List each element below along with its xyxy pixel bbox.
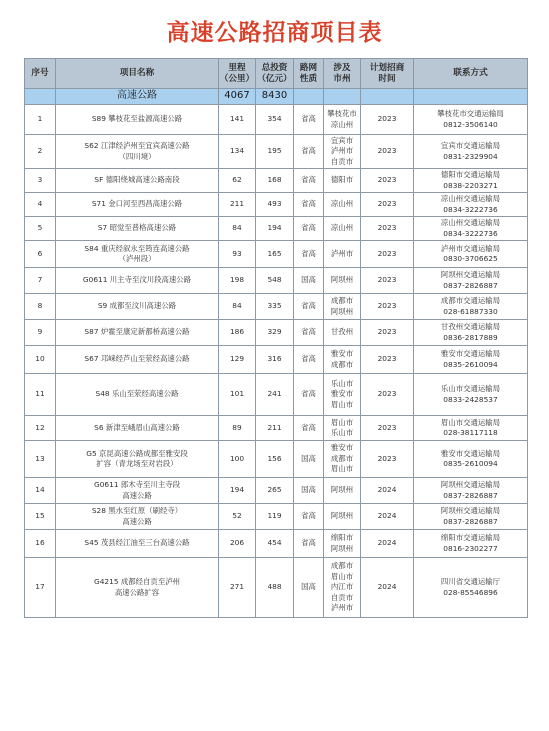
row-number-cell: 5	[25, 217, 56, 241]
table-row	[25, 217, 528, 241]
table-row	[25, 169, 528, 193]
contact-cell: 四川省交通运输厅 028-85546896	[414, 558, 528, 618]
table-row	[25, 294, 528, 320]
investment-cell: 488	[256, 558, 294, 618]
table-row	[25, 441, 528, 478]
table-row	[25, 268, 528, 294]
plan-time-cell: 2023	[361, 441, 414, 478]
mileage-cell: 211	[219, 193, 256, 217]
row-number-cell: 11	[25, 374, 56, 416]
network-type-cell: 省高	[294, 169, 324, 193]
cities-cell: 德阳市	[324, 169, 361, 193]
network-type-cell: 国高	[294, 478, 324, 504]
contact-cell: 攀枝花市交通运输局 0812-3506140	[414, 105, 528, 135]
mileage-cell: 52	[219, 504, 256, 530]
investment-cell: 265	[256, 478, 294, 504]
header-row	[25, 59, 528, 89]
header-investment: 总投资 （亿元）	[256, 59, 294, 89]
project-name-cell: SF 德阳绕城高速公路南段	[56, 169, 219, 193]
row-number-cell: 13	[25, 441, 56, 478]
summary-time	[361, 89, 414, 105]
contact-cell: 雅安市交通运输局 0835-2610094	[414, 346, 528, 374]
summary-contact	[414, 89, 528, 105]
cities-cell: 乐山市 雅安市 眉山市	[324, 374, 361, 416]
plan-time-cell: 2024	[361, 558, 414, 618]
investment-cell: 211	[256, 416, 294, 441]
investment-cell: 493	[256, 193, 294, 217]
cities-cell: 阿坝州	[324, 478, 361, 504]
project-name-cell: G5 京昆高速公路成都至雅安段 扩容（青龙场至对岩段）	[56, 441, 219, 478]
header-network-type: 路网 性质	[294, 59, 324, 89]
plan-time-cell: 2023	[361, 193, 414, 217]
network-type-cell: 省高	[294, 135, 324, 169]
contact-cell: 阿坝州交通运输局 0837-2826887	[414, 478, 528, 504]
header-cities: 涉及 市州	[324, 59, 361, 89]
mileage-cell: 198	[219, 268, 256, 294]
mileage-cell: 141	[219, 105, 256, 135]
cities-cell: 甘孜州	[324, 320, 361, 346]
contact-cell: 德阳市交通运输局 0838-2203271	[414, 169, 528, 193]
row-number-cell: 4	[25, 193, 56, 217]
contact-cell: 甘孜州交通运输局 0836-2817889	[414, 320, 528, 346]
network-type-cell: 国高	[294, 441, 324, 478]
network-type-cell: 省高	[294, 504, 324, 530]
contact-cell: 绵阳市交通运输局 0816-2302277	[414, 530, 528, 558]
mileage-cell: 194	[219, 478, 256, 504]
project-name-cell: S48 乐山至荥经高速公路	[56, 374, 219, 416]
investment-cell: 548	[256, 268, 294, 294]
table-row	[25, 558, 528, 618]
header-contact: 联系方式	[414, 59, 528, 89]
contact-cell: 宜宾市交通运输局 0831-2329904	[414, 135, 528, 169]
cities-cell: 雅安市 成都市	[324, 346, 361, 374]
mileage-cell: 101	[219, 374, 256, 416]
contact-cell: 眉山市交通运输局 028-38117118	[414, 416, 528, 441]
network-type-cell: 国高	[294, 268, 324, 294]
table-row	[25, 320, 528, 346]
table-row	[25, 504, 528, 530]
row-number-cell: 6	[25, 241, 56, 268]
row-number-cell: 12	[25, 416, 56, 441]
plan-time-cell: 2023	[361, 320, 414, 346]
cities-cell: 成都市 眉山市 内江市 自贡市 泸州市	[324, 558, 361, 618]
summary-row	[25, 89, 528, 105]
investment-cell: 454	[256, 530, 294, 558]
project-table	[24, 58, 528, 618]
project-name-cell: S28 黑水至红原（刷经寺） 高速公路	[56, 504, 219, 530]
investment-cell: 194	[256, 217, 294, 241]
investment-cell: 195	[256, 135, 294, 169]
mileage-cell: 62	[219, 169, 256, 193]
mileage-cell: 186	[219, 320, 256, 346]
mileage-cell: 89	[219, 416, 256, 441]
plan-time-cell: 2023	[361, 217, 414, 241]
network-type-cell: 省高	[294, 346, 324, 374]
project-name-cell: S71 金口河至西昌高速公路	[56, 193, 219, 217]
cities-cell: 阿坝州	[324, 504, 361, 530]
plan-time-cell: 2023	[361, 169, 414, 193]
plan-time-cell: 2023	[361, 135, 414, 169]
header-no: 序号	[25, 59, 56, 89]
project-name-cell: S89 攀枝花至盐源高速公路	[56, 105, 219, 135]
network-type-cell: 省高	[294, 217, 324, 241]
project-name-cell: G4215 成都经自贡至泸州 高速公路扩容	[56, 558, 219, 618]
project-name-cell: S45 茂县经江油至三台高速公路	[56, 530, 219, 558]
mileage-cell: 100	[219, 441, 256, 478]
investment-cell: 156	[256, 441, 294, 478]
header-plan-time: 计划招商 时间	[361, 59, 414, 89]
cities-cell: 成都市 阿坝州	[324, 294, 361, 320]
investment-cell: 316	[256, 346, 294, 374]
plan-time-cell: 2023	[361, 346, 414, 374]
network-type-cell: 省高	[294, 416, 324, 441]
row-number-cell: 1	[25, 105, 56, 135]
header-name: 项目名称	[56, 59, 219, 89]
table-row	[25, 416, 528, 441]
row-number-cell: 7	[25, 268, 56, 294]
table-row	[25, 241, 528, 268]
project-name-cell: S87 炉霍至康定新都桥高速公路	[56, 320, 219, 346]
table-row	[25, 346, 528, 374]
investment-cell: 329	[256, 320, 294, 346]
investment-cell: 168	[256, 169, 294, 193]
summary-label: 高速公路	[56, 89, 219, 105]
table-row	[25, 105, 528, 135]
plan-time-cell: 2024	[361, 478, 414, 504]
network-type-cell: 省高	[294, 374, 324, 416]
cities-cell: 凉山州	[324, 193, 361, 217]
table-row	[25, 193, 528, 217]
contact-cell: 乐山市交通运输局 0833-2428537	[414, 374, 528, 416]
summary-type	[294, 89, 324, 105]
mileage-cell: 84	[219, 294, 256, 320]
contact-cell: 雅安市交通运输局 0835-2610094	[414, 441, 528, 478]
project-name-cell: S7 昭觉至普格高速公路	[56, 217, 219, 241]
network-type-cell: 省高	[294, 320, 324, 346]
mileage-cell: 271	[219, 558, 256, 618]
project-name-cell: G0611 川主寺至汶川段高速公路	[56, 268, 219, 294]
cities-cell: 宜宾市 泸州市 自贡市	[324, 135, 361, 169]
contact-cell: 凉山州交通运输局 0834-3222736	[414, 217, 528, 241]
cities-cell: 阿坝州	[324, 268, 361, 294]
summary-no	[25, 89, 56, 105]
network-type-cell: 省高	[294, 241, 324, 268]
mileage-cell: 206	[219, 530, 256, 558]
plan-time-cell: 2024	[361, 504, 414, 530]
investment-cell: 335	[256, 294, 294, 320]
network-type-cell: 省高	[294, 193, 324, 217]
row-number-cell: 9	[25, 320, 56, 346]
plan-time-cell: 2023	[361, 294, 414, 320]
plan-time-cell: 2024	[361, 530, 414, 558]
cities-cell: 绵阳市 阿坝州	[324, 530, 361, 558]
plan-time-cell: 2023	[361, 268, 414, 294]
mileage-cell: 134	[219, 135, 256, 169]
row-number-cell: 3	[25, 169, 56, 193]
mileage-cell: 84	[219, 217, 256, 241]
investment-cell: 119	[256, 504, 294, 530]
mileage-cell: 93	[219, 241, 256, 268]
cities-cell: 眉山市 乐山市	[324, 416, 361, 441]
row-number-cell: 14	[25, 478, 56, 504]
contact-cell: 凉山州交通运输局 0834-3222736	[414, 193, 528, 217]
network-type-cell: 省高	[294, 294, 324, 320]
contact-cell: 泸州市交通运输局 0830-3706625	[414, 241, 528, 268]
project-name-cell: S9 成都至汶川高速公路	[56, 294, 219, 320]
investment-cell: 165	[256, 241, 294, 268]
cities-cell: 泸州市	[324, 241, 361, 268]
row-number-cell: 17	[25, 558, 56, 618]
table-row	[25, 135, 528, 169]
network-type-cell: 省高	[294, 105, 324, 135]
summary-cities	[324, 89, 361, 105]
project-name-cell: G0611 郎木寺至川主寺段 高速公路	[56, 478, 219, 504]
header-mileage: 里程 （公里）	[219, 59, 256, 89]
project-name-cell: S84 重庆经叙永至筠连高速公路 （泸州段）	[56, 241, 219, 268]
row-number-cell: 15	[25, 504, 56, 530]
cities-cell: 雅安市 成都市 眉山市	[324, 441, 361, 478]
table-row	[25, 374, 528, 416]
page-title: 高速公路招商项目表	[166, 20, 383, 46]
table-row	[25, 530, 528, 558]
mileage-cell: 129	[219, 346, 256, 374]
contact-cell: 成都市交通运输局 028-61887330	[414, 294, 528, 320]
project-name-cell: S67 邛崃经芦山至荥经高速公路	[56, 346, 219, 374]
plan-time-cell: 2023	[361, 416, 414, 441]
cities-cell: 凉山州	[324, 217, 361, 241]
plan-time-cell: 2023	[361, 241, 414, 268]
row-number-cell: 16	[25, 530, 56, 558]
row-number-cell: 2	[25, 135, 56, 169]
project-name-cell: S6 新津至峨眉山高速公路	[56, 416, 219, 441]
plan-time-cell: 2023	[361, 105, 414, 135]
table-row	[25, 478, 528, 504]
row-number-cell: 8	[25, 294, 56, 320]
contact-cell: 阿坝州交通运输局 0837-2826887	[414, 504, 528, 530]
investment-cell: 354	[256, 105, 294, 135]
project-name-cell: S62 江津经泸州至宜宾高速公路 （四川境）	[56, 135, 219, 169]
plan-time-cell: 2023	[361, 374, 414, 416]
investment-cell: 241	[256, 374, 294, 416]
network-type-cell: 国高	[294, 558, 324, 618]
summary-investment: 8430	[256, 89, 294, 105]
row-number-cell: 10	[25, 346, 56, 374]
network-type-cell: 省高	[294, 530, 324, 558]
cities-cell: 攀枝花市 凉山州	[324, 105, 361, 135]
contact-cell: 阿坝州交通运输局 0837-2826887	[414, 268, 528, 294]
summary-mileage: 4067	[219, 89, 256, 105]
